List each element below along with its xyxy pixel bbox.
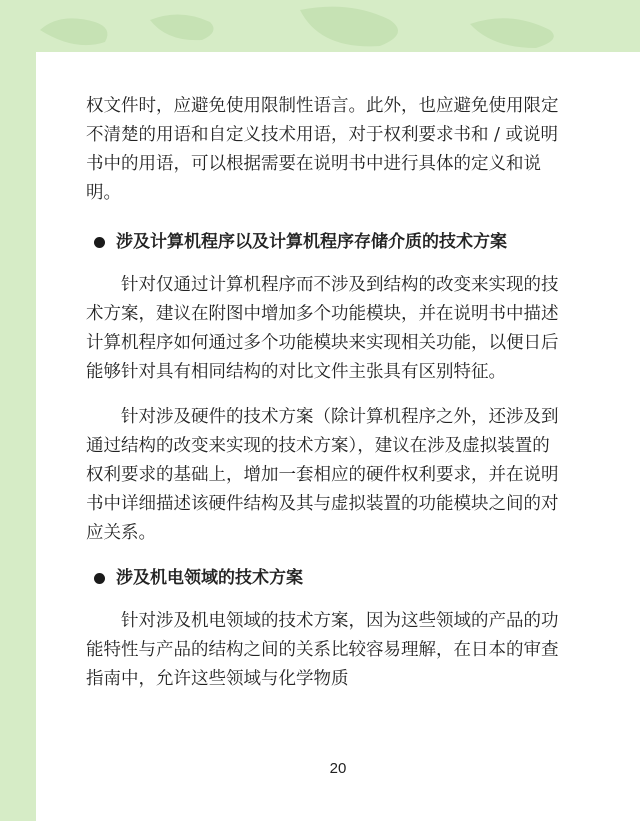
body-paragraph: 针对涉及硬件的技术方案（除计算机程序之外，还涉及到通过结构的改变来实现的技术方案），建议在涉及虚拟装置的权利要求的基础上，增加一套相应的硬件权利要求，并在说明书中详细描述该硬件结构及其与虚拟装置的功能模块之间的对应关系。 <box>86 407 559 543</box>
intro-paragraph: 权文件时，应避免使用限制性语言。此外，也应避免使用限定不清楚的用语和自定义技术用语，对于权利要求书和 / 或说明书中的用语，可以根据需要在说明书中进行具体的定义和说明。 <box>86 96 559 203</box>
page-number: 20 <box>329 760 347 777</box>
section-heading <box>86 228 566 257</box>
watermark-logo <box>426 781 626 817</box>
page-content <box>86 92 566 710</box>
bullet-icon <box>94 237 105 248</box>
bullet-icon <box>94 573 105 584</box>
section-heading <box>86 564 566 593</box>
body-paragraph: 针对涉及机电领域的技术方案，因为这些领域的产品的功能特性与产品的结构之间的关系比较容易理解，在日本的审查指南中，允许这些领域与化学物质 <box>86 611 559 689</box>
document-page <box>36 52 640 821</box>
body-paragraph: 针对仅通过计算机程序而不涉及到结构的改变来实现的技术方案，建议在附图中增加多个功能模块，并在说明书中描述计算机程序如何通过多个功能模块来实现相关功能，以便日后能够针对具有相同结构的对比文件主张具有区别特征。 <box>86 275 559 382</box>
section-heading-text: 涉及计算机程序以及计算机程序存储介质的技术方案 <box>116 232 507 252</box>
section-heading-text: 涉及机电领域的技术方案 <box>116 568 303 588</box>
